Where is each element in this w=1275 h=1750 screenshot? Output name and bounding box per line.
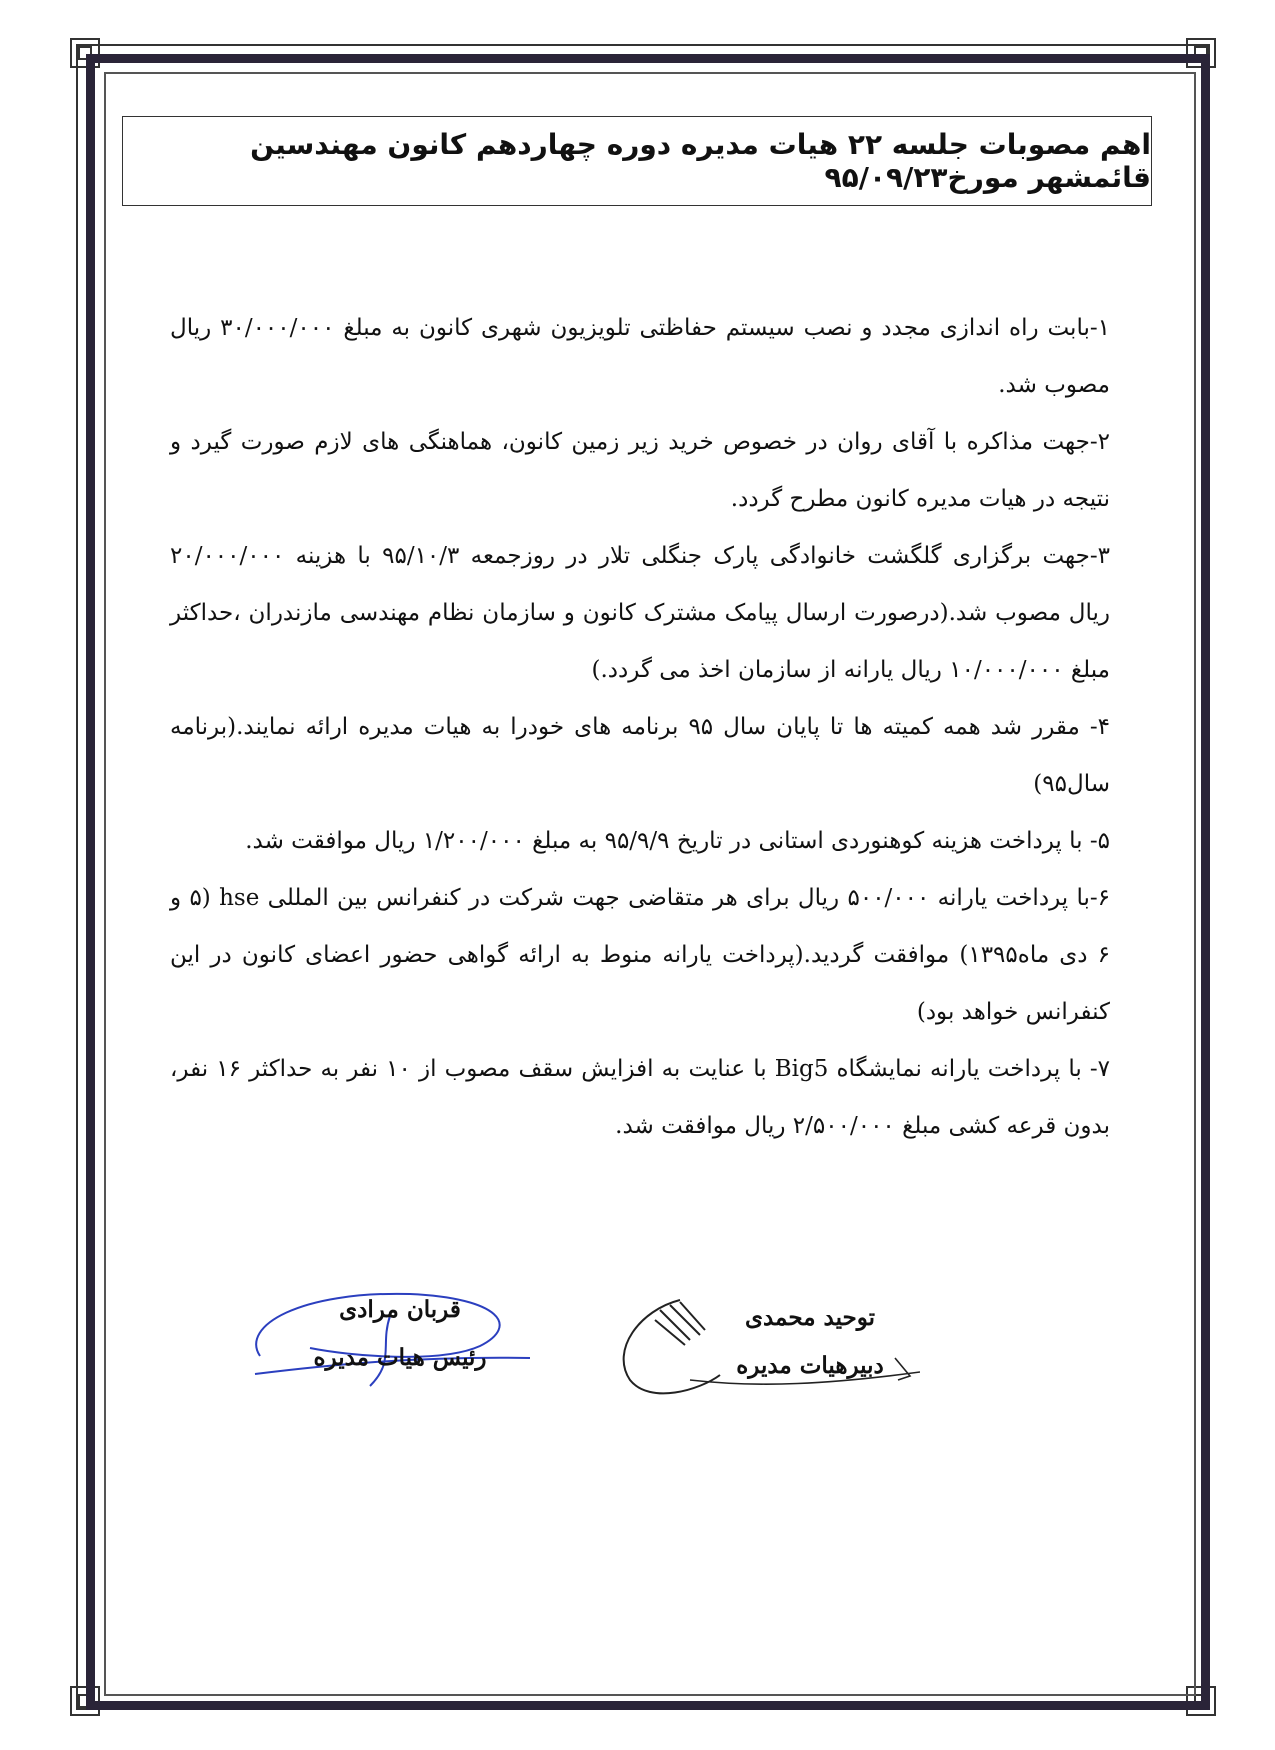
- chairman-name: قربان مرادی: [339, 1296, 461, 1323]
- resolution-item-1: ۱-بابت راه اندازی مجدد و نصب سیستم حفاظتی تلویزیون شهری کانون به مبلغ ۳۰/۰۰۰/۰۰۰ ریال مصوب شد.: [170, 315, 1110, 398]
- resolutions-list: [170, 300, 1110, 1155]
- resolution-item-2: ۲-جهت مذاکره با آقای روان در خصوص خرید زیر زمین کانون، هماهنگی های لازم صورت گیرد و نتیجه در هیات مدیره کانون مطرح گردد.: [170, 429, 1110, 512]
- resolution-item-4: ۴- مقرر شد همه کمیته ها تا پایان سال ۹۵ برنامه های خودرا به هیات مدیره ارائه نمایند.(برنامه سال۹۵): [170, 714, 1110, 797]
- resolution-item-7: ۷- با پرداخت یارانه نمایشگاه Big5 با عنایت به افزایش سقف مصوب از ۱۰ نفر به حداکثر ۱۶ نفر، بدون قرعه کشی مبلغ ۲/۵۰۰/۰۰۰ ریال موافقت شد.: [170, 1056, 1110, 1139]
- document-title: اهم مصوبات جلسه ۲۲ هیات مدیره دوره چهاردهم کانون مهندسین قائمشهر مورخ۹۵/۰۹/۲۳: [250, 128, 1151, 194]
- secretary-role: دبیرهیات مدیره: [736, 1352, 884, 1379]
- resolution-item-5: ۵- با پرداخت هزینه کوهنوردی استانی در تاریخ ۹۵/۹/۹ به مبلغ ۱/۲۰۰/۰۰۰ ریال موافقت شد.: [245, 828, 1110, 854]
- secretary-name: توحید محمدی: [744, 1304, 876, 1331]
- title-box: [122, 116, 1152, 206]
- resolution-item-6: ۶-با پرداخت یارانه ۵۰۰/۰۰۰ ریال برای هر متقاضی جهت شرکت در کنفرانس بین المللی hse (۵ و ۶ دی ماه۱۳۹۵) موافقت گردید.(پرداخت یارانه منوط به ارائه گواهی حضور اعضای کانون در این کنفرانس خواهد بود): [170, 885, 1111, 1025]
- resolution-item-3: ۳-جهت برگزاری گلگشت خانوادگی پارک جنگلی تلار در روزجمعه ۹۵/۱۰/۳ با هزینه ۲۰/۰۰۰/۰۰۰ ریال مصوب شد.(درصورت ارسال پیامک مشترک کانون و سازمان نظام مهندسی مازندران ،حداکثر مبلغ ۱۰/۰۰۰/۰۰۰ ریال یارانه از سازمان اخذ می گردد.): [170, 543, 1110, 683]
- signature-chairman: [250, 1292, 550, 1402]
- signature-secretary: [660, 1300, 960, 1410]
- chairman-role: رئیس هیات مدیره: [313, 1344, 487, 1371]
